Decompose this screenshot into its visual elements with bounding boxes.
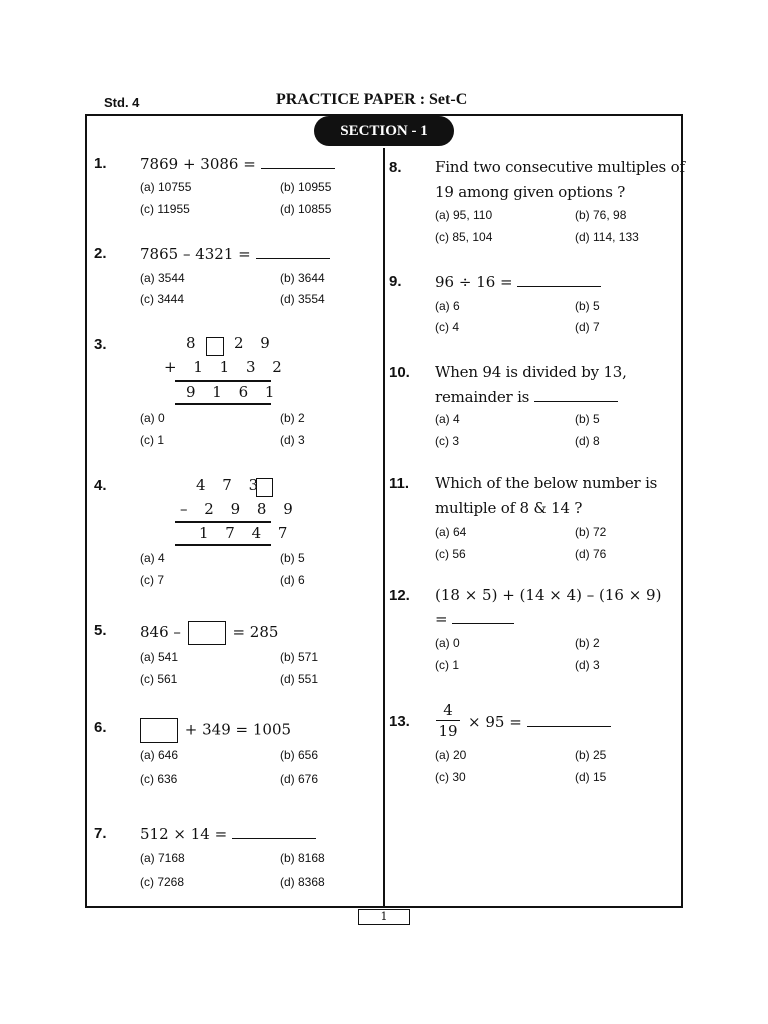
option-b: (b) 2 [575,636,600,650]
option-a: (a) 95, 110 [435,208,493,222]
option-a: (a) 0 [435,636,460,650]
fraction-numerator: 4 [443,701,453,719]
answer-box [140,718,178,743]
option-a: (a) 0 [140,411,165,425]
section-heading: SECTION - 1 [314,116,454,146]
option-c: (c) 30 [435,770,466,784]
fraction-denominator: 19 [438,722,458,741]
option-d: (d) 114, 133 [575,230,639,244]
answer-box [188,621,226,645]
option-a: (a) 541 [140,650,179,664]
question-number: 5. [94,622,107,639]
option-b: (b) 2 [280,411,305,425]
question-number: 1. [94,155,107,172]
option-c: (c) 85, 104 [435,230,493,244]
missing-digit-box [256,478,273,497]
option-c: (c) 636 [140,772,178,786]
question-number: 2. [94,245,107,262]
calc-row-3: 1 7 4 7 [199,524,294,542]
question-text: + 349 = 1005 [140,718,291,743]
calc-row-1-left: 8 [186,334,202,352]
option-c: (c) 3 [435,434,459,448]
option-c: (c) 4 [435,320,459,334]
column-divider [383,148,385,908]
option-b: (b) 3644 [280,271,325,285]
option-b: (b) 571 [280,650,319,664]
question-number: 11. [389,475,410,492]
option-d: (d) 76 [575,547,607,561]
option-c: (c) 3444 [140,292,185,306]
answer-blank [452,609,514,624]
answer-blank [527,712,611,727]
question-text-line-2: = [435,609,514,628]
option-d: (d) 10855 [280,202,332,216]
option-a: (a) 7168 [140,851,185,865]
option-a: (a) 6 [435,299,460,313]
option-a: (a) 646 [140,748,179,762]
option-c: (c) 7 [140,573,164,587]
option-c: (c) 7268 [140,875,185,889]
question-number: 9. [389,273,402,290]
option-c: (c) 1 [140,433,164,447]
answer-blank [256,244,330,259]
option-d: (d) 676 [280,772,319,786]
question-number: 7. [94,825,107,842]
calc-row-3: 9 1 6 1 [186,383,281,401]
question-text: 96 ÷ 16 = [435,272,601,291]
question-text: Which of the below number is multiple of 8 & 14 ? [435,474,658,517]
option-d: (d) 6 [280,573,305,587]
question-text: When 94 is divided by 13, remainder is [435,363,627,406]
option-d: (d) 8368 [280,875,325,889]
question-text: 512 × 14 = [140,824,316,843]
option-c: (c) 56 [435,547,466,561]
question-text: Find two consecutive multiples of 19 among given options ? [435,158,685,201]
page-number: 1 [358,909,410,925]
option-b: (b) 5 [575,412,600,426]
option-b: (b) 5 [575,299,600,313]
paper-title: PRACTICE PAPER : Set-C [276,91,468,108]
answer-blank [517,272,601,287]
question-number: 8. [389,159,402,176]
fraction-bar [436,720,460,721]
calc-line-bottom [175,544,271,546]
calc-line-bottom [175,403,271,405]
question-number: 6. [94,719,107,736]
calc-line-top [175,380,271,382]
option-b: (b) 656 [280,748,319,762]
option-d: (d) 15 [575,770,607,784]
option-d: (d) 7 [575,320,600,334]
fraction [436,701,460,740]
option-d: (d) 3 [280,433,305,447]
option-a: (a) 64 [435,525,467,539]
option-a: (a) 4 [435,412,460,426]
option-d: (d) 3554 [280,292,325,306]
option-b: (b) 25 [575,748,607,762]
option-b: (b) 10955 [280,180,332,194]
option-d: (d) 3 [575,658,600,672]
question-number: 10. [389,364,410,381]
question-number: 12. [389,587,410,604]
calc-line-top [175,521,271,523]
option-d: (d) 8 [575,434,600,448]
option-a: (a) 4 [140,551,165,565]
question-text: 7869 + 3086 = [140,154,335,173]
question-text: (18 × 5) + (14 × 4) – (16 × 9) [435,586,662,604]
option-b: (b) 5 [280,551,305,565]
standard-label: Std. 4 [104,95,140,110]
option-b: (b) 72 [575,525,607,539]
option-b: (b) 8168 [280,851,325,865]
answer-blank [534,387,618,402]
option-c: (c) 561 [140,672,178,686]
calc-row-2: – 2 9 8 9 [180,500,299,518]
missing-digit-box [206,337,224,356]
question-number: 3. [94,336,107,353]
option-d: (d) 551 [280,672,319,686]
answer-blank [261,154,335,169]
calc-row-2: + 1 1 3 2 [164,358,288,376]
option-b: (b) 76, 98 [575,208,627,222]
option-a: (a) 10755 [140,180,192,194]
question-number: 13. [389,713,410,730]
question-number: 4. [94,477,107,494]
question-text: 7865 – 4321 = [140,244,330,263]
calc-row-1-right: 2 9 [234,334,276,352]
question-text: × 95 = [468,712,611,731]
option-c: (c) 1 [435,658,459,672]
question-text: 846 – = 285 [140,621,278,645]
option-c: (c) 11955 [140,202,190,216]
option-a: (a) 20 [435,748,467,762]
answer-blank [232,824,316,839]
option-a: (a) 3544 [140,271,185,285]
calc-row-1: 4 7 3 [196,476,265,494]
